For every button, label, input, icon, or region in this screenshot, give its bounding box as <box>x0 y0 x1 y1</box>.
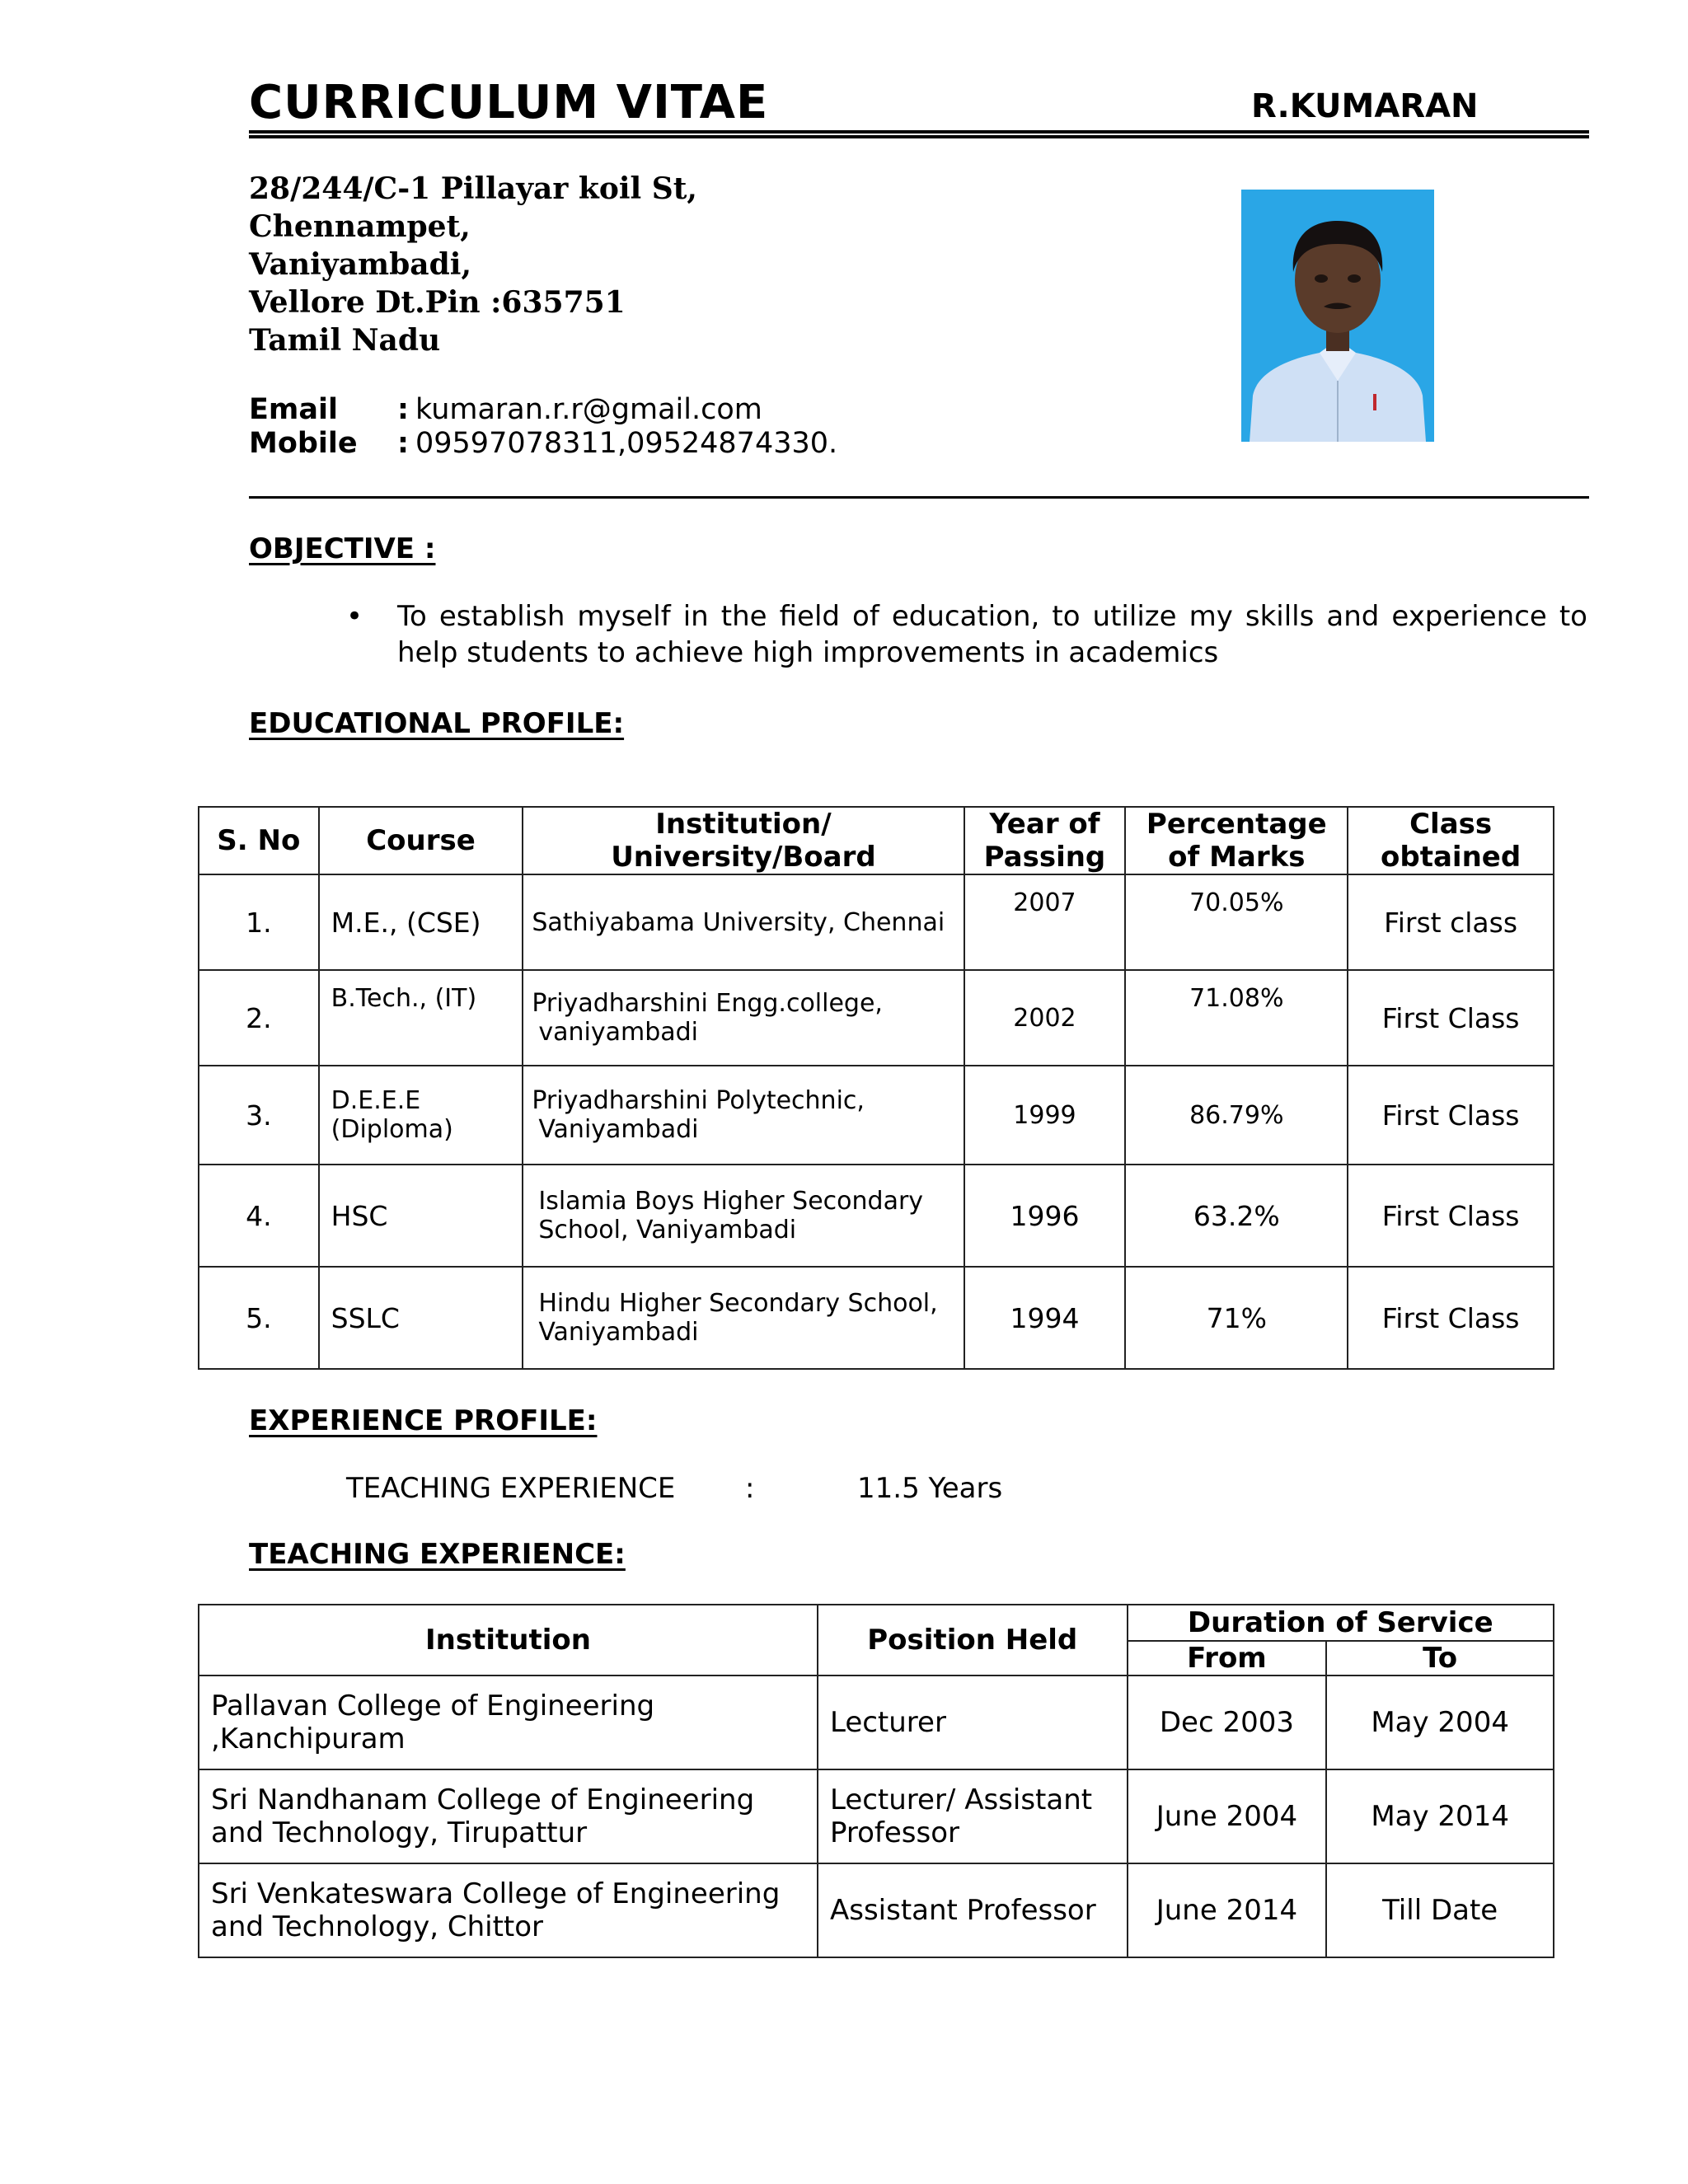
contact-divider <box>249 496 1589 499</box>
row-class: First Class <box>1348 1066 1554 1165</box>
row-class: First Class <box>1348 970 1554 1066</box>
table-row <box>199 970 1554 1066</box>
email-colon: : <box>397 393 409 426</box>
header-duration: Duration of Service <box>1128 1605 1554 1641</box>
row-institution-line2: ,Kanchipuram <box>211 1722 406 1755</box>
row-class: First Class <box>1348 1165 1554 1267</box>
row-position: Lecturer <box>818 1675 1128 1769</box>
objective-text: To establish myself in the field of education, to utilize my skills and experience to help students to achieve high improvements in academics <box>397 600 1587 669</box>
teaching-table <box>198 1604 1554 1958</box>
row-institution: Sathiyabama University, Chennai <box>523 874 964 970</box>
row-class: First Class <box>1348 1267 1554 1369</box>
header-year-line2: Passing <box>983 841 1106 874</box>
header-to: To <box>1326 1641 1554 1675</box>
header-course: Course <box>319 807 523 874</box>
header-institution-line2: University/Board <box>611 841 876 874</box>
email-row <box>249 393 762 426</box>
row-position <box>818 1769 1128 1863</box>
row-sno: 2. <box>199 970 319 1066</box>
row-year: 2007 <box>964 874 1126 970</box>
address-line: Vellore Dt.Pin :635751 <box>249 285 626 320</box>
row-year: 1999 <box>964 1066 1126 1165</box>
objective-heading: OBJECTIVE : <box>249 532 436 565</box>
table-row <box>199 1675 1554 1769</box>
row-institution-line2: and Technology, Chittor <box>211 1910 544 1943</box>
row-institution-line2: School, Vaniyambadi <box>538 1216 797 1244</box>
row-sno: 4. <box>199 1165 319 1267</box>
experience-summary <box>346 1472 1002 1505</box>
header-class <box>1348 807 1554 874</box>
experience-summary-colon: : <box>745 1472 755 1505</box>
row-year: 1996 <box>964 1165 1126 1267</box>
row-from: June 2014 <box>1128 1863 1327 1957</box>
header-percent-line2: of Marks <box>1168 841 1306 874</box>
candidate-name: R.KUMARAN <box>1251 87 1479 125</box>
row-class: First class <box>1348 874 1554 970</box>
row-to: May 2004 <box>1326 1675 1554 1769</box>
row-year: 2002 <box>964 970 1126 1066</box>
row-to: May 2014 <box>1326 1769 1554 1863</box>
table-row <box>199 874 1554 970</box>
row-year: 1994 <box>964 1267 1126 1369</box>
table-row <box>199 1165 1554 1267</box>
row-institution <box>199 1769 818 1863</box>
address-line: Vaniyambadi, <box>249 247 472 282</box>
row-course <box>319 1066 523 1165</box>
header-institution <box>523 807 964 874</box>
education-heading: EDUCATIONAL PROFILE: <box>249 707 625 740</box>
row-institution <box>199 1675 818 1769</box>
row-institution-line1: Priyadharshini Engg.college, <box>532 989 883 1018</box>
email-label: Email <box>249 393 338 426</box>
mobile-value: 09597078311,09524874330. <box>415 427 838 460</box>
header-year <box>964 807 1126 874</box>
address-line: Tamil Nadu <box>249 323 441 358</box>
bullet-icon: • <box>346 600 363 633</box>
row-institution-line1: Sri Nandhanam College of Engineering <box>211 1783 755 1816</box>
table-row <box>199 1267 1554 1369</box>
experience-summary-label: TEACHING EXPERIENCE <box>346 1472 676 1505</box>
row-institution-line2: vaniyambadi <box>538 1018 699 1047</box>
row-institution <box>523 1066 964 1165</box>
row-institution-line2: Vaniyambadi <box>538 1115 699 1144</box>
row-from: June 2004 <box>1128 1769 1327 1863</box>
header-percent <box>1125 807 1348 874</box>
row-course-line1: D.E.E.E <box>331 1086 421 1115</box>
experience-heading: EXPERIENCE PROFILE: <box>249 1404 598 1437</box>
header-rule-bottom <box>249 135 1589 138</box>
header-class-line1: Class <box>1409 808 1493 841</box>
row-from: Dec 2003 <box>1128 1675 1327 1769</box>
page-title: CURRICULUM VITAE <box>249 76 769 129</box>
row-percent: 86.79% <box>1125 1066 1348 1165</box>
row-position-line2: Professor <box>829 1816 960 1849</box>
row-institution-line1: Priyadharshini Polytechnic, <box>532 1086 865 1115</box>
header-institution-line1: Institution/ <box>655 808 832 841</box>
row-course-line2: (Diploma) <box>331 1115 453 1144</box>
row-institution-line1: Islamia Boys Higher Secondary <box>538 1187 924 1216</box>
row-course: SSLC <box>319 1267 523 1369</box>
table-row <box>199 1863 1554 1957</box>
address-block <box>249 170 697 359</box>
table-header-row <box>199 807 1554 874</box>
row-institution <box>523 1165 964 1267</box>
row-to: Till Date <box>1326 1863 1554 1957</box>
mobile-colon: : <box>397 427 409 460</box>
education-table <box>198 806 1554 1370</box>
table-header-row <box>199 1605 1554 1641</box>
table-row <box>199 1769 1554 1863</box>
row-institution <box>523 1267 964 1369</box>
header-class-line2: obtained <box>1381 841 1522 874</box>
row-institution-line1: Sri Venkateswara College of Engineering <box>211 1877 781 1910</box>
row-institution-line1: Pallavan College of Engineering <box>211 1690 655 1722</box>
address-line: 28/244/C-1 Pillayar koil St, <box>249 171 697 206</box>
row-institution-line2: and Technology, Tirupattur <box>211 1816 588 1849</box>
header-percent-line1: Percentage <box>1146 808 1327 841</box>
mobile-row <box>249 427 837 460</box>
row-percent: 63.2% <box>1125 1165 1348 1267</box>
row-sno: 1. <box>199 874 319 970</box>
row-course: HSC <box>319 1165 523 1267</box>
header-sno: S. No <box>199 807 319 874</box>
row-position-line1: Lecturer/ Assistant <box>829 1783 1093 1816</box>
header-position: Position Held <box>818 1605 1128 1675</box>
email-value: kumaran.r.r@gmail.com <box>415 393 762 426</box>
row-percent: 71.08% <box>1125 970 1348 1066</box>
row-institution-line2: Vaniyambadi <box>538 1318 699 1347</box>
header-year-line1: Year of <box>989 808 1100 841</box>
teaching-heading: TEACHING EXPERIENCE: <box>249 1538 626 1571</box>
header-rule-top <box>249 130 1589 134</box>
row-course: B.Tech., (IT) <box>319 970 523 1066</box>
address-line: Chennampet, <box>249 209 471 244</box>
row-institution-line1: Hindu Higher Secondary School, <box>538 1289 938 1318</box>
row-institution <box>523 970 964 1066</box>
row-course: M.E., (CSE) <box>319 874 523 970</box>
row-percent: 70.05% <box>1125 874 1348 970</box>
row-sno: 3. <box>199 1066 319 1165</box>
row-institution <box>199 1863 818 1957</box>
header-from: From <box>1128 1641 1327 1675</box>
mobile-label: Mobile <box>249 427 358 460</box>
table-row <box>199 1066 1554 1165</box>
row-sno: 5. <box>199 1267 319 1369</box>
profile-photo <box>1241 190 1434 442</box>
row-percent: 71% <box>1125 1267 1348 1369</box>
experience-summary-value: 11.5 Years <box>857 1472 1003 1505</box>
profile-photo-image <box>1241 190 1434 442</box>
header-institution: Institution <box>199 1605 818 1675</box>
row-position: Assistant Professor <box>818 1863 1128 1957</box>
